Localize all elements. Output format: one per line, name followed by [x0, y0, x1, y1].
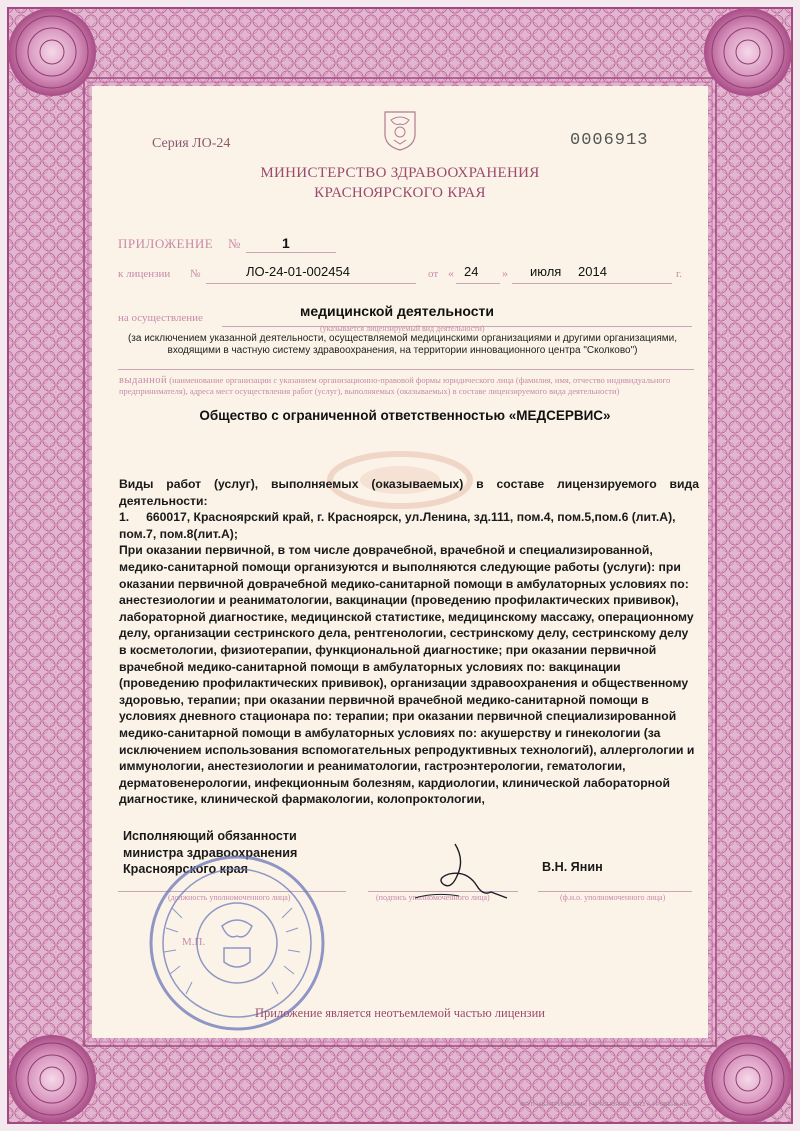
license-year-suffix: г.: [676, 268, 683, 280]
issued-top-line: [118, 369, 694, 370]
license-day-open-quote: «: [448, 266, 454, 280]
ministry-title-line1: МИНИСТЕРСТВО ЗДРАВООХРАНЕНИЯ: [260, 165, 540, 181]
series-label: Серия ЛО-24: [152, 136, 231, 151]
serial-number: 0006913: [570, 131, 649, 150]
license-date-from-label: от: [428, 268, 439, 280]
license-month: июля: [530, 264, 562, 279]
caption-name: (ф.и.о. уполномоченного лица): [560, 893, 666, 902]
license-year: 2014: [578, 264, 607, 279]
caption-signature: (подпись уполномоченного лица): [376, 893, 490, 902]
appendix-number: 1: [282, 235, 290, 251]
issued-description-text: (наименование организации с указанием организационно-правовой формы юридического лица (фамилия, имя, отчество индивидуального предпринимателя), адреса мест осуществления работ (услуг), выполняемых (оказываемых) в составе лицензируемого вида деятельности): [119, 375, 671, 396]
license-day: 24: [464, 264, 479, 279]
appendix-number-line: [246, 252, 336, 253]
signatory-line3: Красноярского края: [123, 862, 249, 876]
appendix-number-sign: №: [228, 236, 241, 251]
license-number-sign: №: [190, 268, 201, 280]
caption-position: (должность уполномоченного лица): [168, 893, 291, 902]
license-number: ЛО-24-01-002454: [246, 264, 350, 279]
signatory-line1: Исполняющий обязанности: [123, 829, 297, 843]
activity-label: на осуществление: [118, 312, 203, 324]
issued-label: выданной: [119, 375, 168, 386]
works-list: [119, 476, 699, 808]
organization-name: Общество с ограниченной ответственностью «МЕДСЕРВИС»: [199, 408, 611, 423]
activity-exclusion-note: (за исключением указанной деятельности, осуществляемой медицинскими организациями и другими организациями, входящими в частную систему здравоохранения, на территории инновационного центра "Сколково"): [127, 333, 678, 356]
signatory-name: В.Н. Янин: [542, 860, 603, 874]
coat-of-arms-icon: [381, 108, 419, 152]
license-month-line: [512, 283, 672, 284]
ministry-title-line2: КРАСНОЯРСКОГО КРАЯ: [314, 185, 486, 201]
printer-imprint: ФГУП «ЦЕНТРИНФОРМ», г. КРАСНОЯРСК, 2013 г., УРОВЕНЬ «В»: [520, 1102, 691, 1108]
footer-note: Приложение является неотъемлемой частью лицензии: [255, 1006, 545, 1020]
name-line: [538, 891, 692, 892]
license-label: к лицензии: [118, 268, 171, 280]
works-intro: Виды работ (услуг), выполняемых (оказываемых) в составе лицензируемого вида деятельности:: [119, 477, 699, 508]
issued-description: [119, 375, 694, 397]
handwritten-signature: [395, 840, 525, 910]
activity-caption: (указывается лицензируемый вид деятельности): [320, 324, 485, 333]
license-number-line: [206, 283, 416, 284]
license-day-line: [456, 283, 500, 284]
seal-label: М.П.: [182, 936, 206, 948]
license-day-close-quote: »: [502, 266, 508, 280]
activity-value: медицинской деятельности: [300, 303, 495, 319]
works-services: При оказании первичной, в том числе доврачебной, врачебной и специализированной, медико-санитарной помощи организуются и выполняются следующие работы (услуги): при оказании первичной доврачебной медико-санитарной помощи в амбулаторных условиях по: анестезиологии и реаниматологии, вакцинации (проведению профилактических прививок), лабораторной диагностике, медицинской статистике, медицинскому массажу, операционному делу, организации сестринского дела, рентгенологии, сестринскому делу, сестринскому делу в косметологии, физиотерапии, функциональной диагностике; при оказании первичной врачебной медико-санитарной помощи в амбулаторных условиях по: вакцинации (проведению профилактических прививок), организации здравоохранения и общественному здоровью, терапии; при оказании первичной врачебной медико-санитарной помощи в условиях дневного стационара по: терапии; при оказании первичной специализированной медико-санитарной помощи в амбулаторных условиях по: акушерству и гинекологии (за исключением использования вспомогательных репродуктивных технологий), аллергологии и иммунологии, анестезиологии и реаниматологии, гастроэнтерологии, гематологии, дерматовенерологии, инфекционным болезням, кардиологии, клинической лабораторной диагностике, клинической фармакологии, колопроктологии,: [119, 543, 695, 807]
works-address: 1. 660017, Красноярский край, г. Красноярск, ул.Ленина, зд.111, пом.4, пом.5,пом.6 (лит.А), пом.7, пом.8(лит.А);: [119, 510, 679, 541]
signatory-line2: министра здравоохранения: [123, 845, 298, 860]
appendix-label: ПРИЛОЖЕНИЕ: [118, 236, 214, 251]
